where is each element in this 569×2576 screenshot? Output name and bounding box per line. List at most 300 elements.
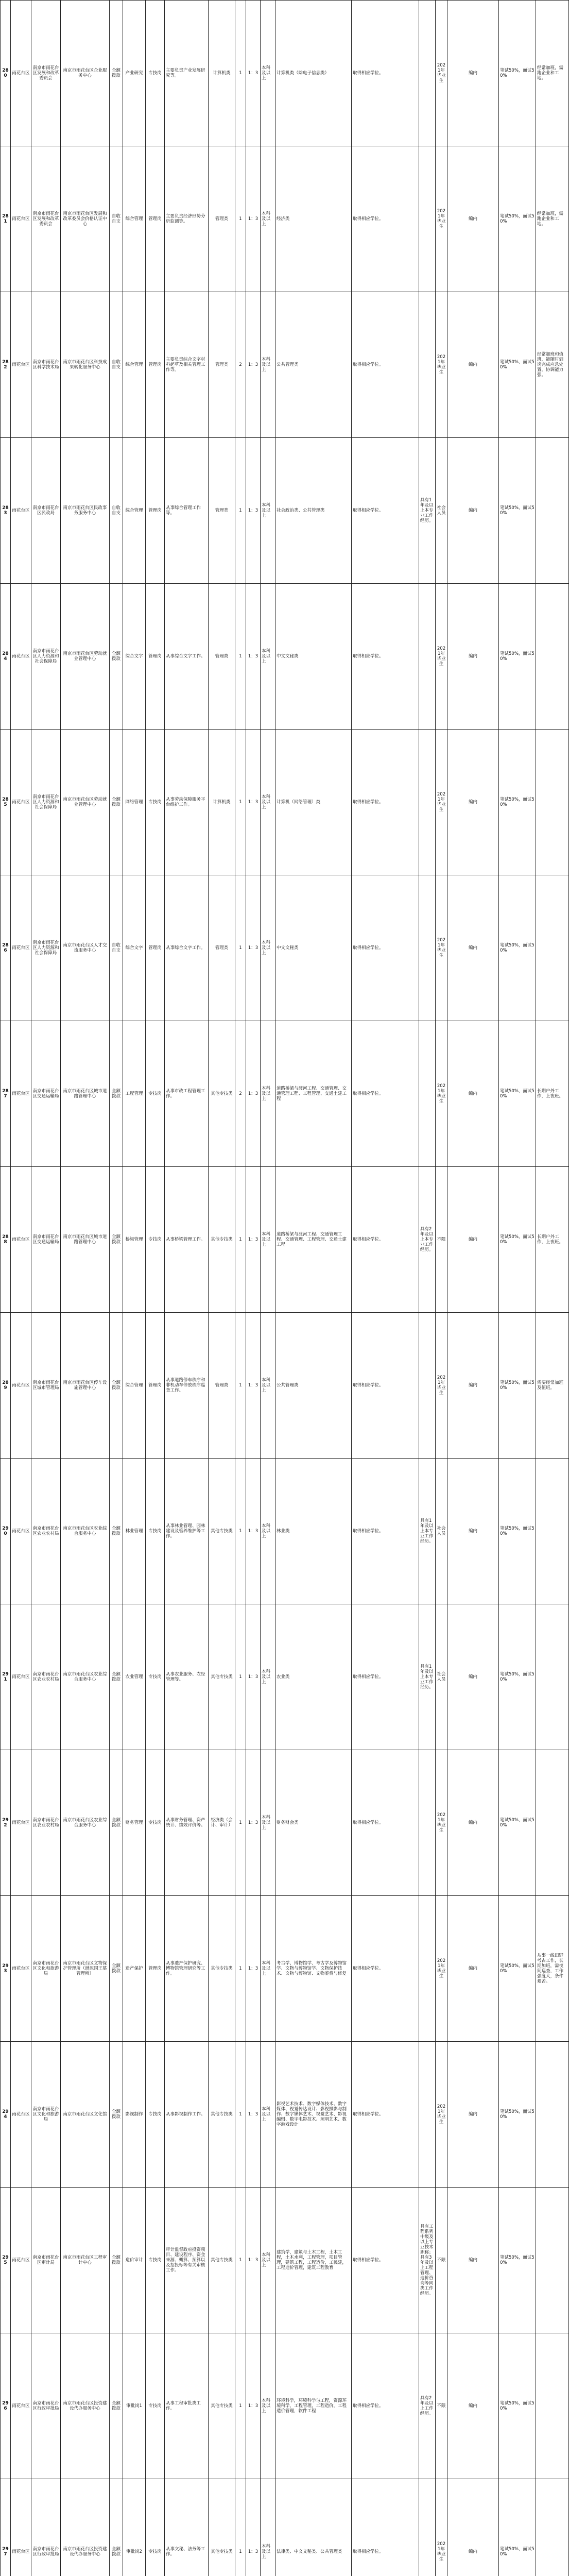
count-cell: 1 xyxy=(235,2188,246,2333)
unit-cell: 南京市雨花台区文化馆 xyxy=(61,2042,110,2188)
remark-cell xyxy=(536,2479,569,2576)
other-requirement-cell: 具有2年及以上工作经历。 xyxy=(419,2333,436,2479)
district-cell: 雨花台区 xyxy=(11,1167,31,1313)
exam-ratio-cell: 笔试50%，面试50% xyxy=(499,2333,536,2479)
post-name-cell: 综合管理 xyxy=(123,146,146,292)
ratio-cell: 1：3 xyxy=(246,730,261,875)
count-cell: 1 xyxy=(235,1750,246,1896)
degree-cell: 取得相应学位。 xyxy=(352,1459,419,1604)
table-row xyxy=(1,875,569,1021)
description-cell: 从事市政工程管理工作。 xyxy=(165,1021,209,1167)
count-cell: 1 xyxy=(235,1459,246,1604)
funding-cell: 全额拨款 xyxy=(110,1459,123,1604)
other-requirement-cell: 具有1年及以上本专业工作经历。 xyxy=(419,438,436,584)
target-cell: 2021年毕业生 xyxy=(436,1021,447,1167)
other-requirement-cell: 具有工程系列中级及以上专业技术职称；具有3年及以上工程管理、造价咨询等同类工作经历。 xyxy=(419,2188,436,2333)
table-row xyxy=(1,1,569,146)
post-type-cell: 专技岗 xyxy=(146,2333,165,2479)
district-cell: 雨花台区 xyxy=(11,1313,31,1459)
degree-cell: 取得相应学位。 xyxy=(352,584,419,730)
funding-cell: 全额拨款 xyxy=(110,1,123,146)
staffing-cell: 编内 xyxy=(447,1604,499,1750)
ratio-cell: 1：3 xyxy=(246,1167,261,1313)
department-cell: 南京市雨花台区人力资源和社会保障局 xyxy=(31,875,61,1021)
other-requirement-cell: 具有1年及以上本专业工作经历。 xyxy=(419,1459,436,1604)
ratio-cell: 1：3 xyxy=(246,146,261,292)
education-cell: 本科及以上 xyxy=(261,730,275,875)
target-cell: 2021年毕业生 xyxy=(436,875,447,1021)
description-cell: 从事财务管理、资产统计、绩效评价等。 xyxy=(165,1750,209,1896)
table-row xyxy=(1,292,569,438)
post-name-cell: 遗产保护 xyxy=(123,1896,146,2042)
post-type-cell: 管理岗 xyxy=(146,292,165,438)
remark-cell xyxy=(536,1750,569,1896)
category-cell: 其他专技类 xyxy=(209,1604,235,1750)
exam-ratio-cell: 笔试50%，面试50% xyxy=(499,875,536,1021)
district-cell: 雨花台区 xyxy=(11,584,31,730)
count-cell: 1 xyxy=(235,438,246,584)
ratio-cell: 1：3 xyxy=(246,1,261,146)
major-cell: 林业类 xyxy=(275,1459,352,1604)
district-cell: 雨花台区 xyxy=(11,1459,31,1604)
degree-cell: 取得相应学位。 xyxy=(352,146,419,292)
degree-cell: 取得相应学位。 xyxy=(352,2042,419,2188)
unit-cell: 南京市雨花台区停车设施管理中心 xyxy=(61,1313,110,1459)
exam-ratio-cell: 笔试50%，面试50% xyxy=(499,2042,536,2188)
district-cell: 雨花台区 xyxy=(11,1,31,146)
post-type-cell: 专技岗 xyxy=(146,1167,165,1313)
education-cell: 本科及以上 xyxy=(261,1313,275,1459)
target-cell: 2021年毕业生 xyxy=(436,1313,447,1459)
education-cell: 本科及以上 xyxy=(261,292,275,438)
other-requirement-cell xyxy=(419,584,436,730)
post-type-cell: 专技岗 xyxy=(146,1604,165,1750)
post-type-cell: 专技岗 xyxy=(146,730,165,875)
post-name-cell: 产业研究 xyxy=(123,1,146,146)
major-cell: 经济类 xyxy=(275,146,352,292)
table-row xyxy=(1,2042,569,2188)
row-number: 290 xyxy=(1,1459,11,1604)
exam-ratio-cell: 笔试50%，面试50% xyxy=(499,730,536,875)
department-cell: 南京市雨花台区科学技术局 xyxy=(31,292,61,438)
table-body xyxy=(1,1,569,2576)
post-type-cell: 管理岗 xyxy=(146,1313,165,1459)
table-row xyxy=(1,2479,569,2576)
ratio-cell: 1：3 xyxy=(246,292,261,438)
category-cell: 计算机类 xyxy=(209,730,235,875)
major-cell: 中文文秘类 xyxy=(275,584,352,730)
count-cell: 1 xyxy=(235,2042,246,2188)
department-cell: 南京市雨花台区文化和旅游局 xyxy=(31,1896,61,2042)
district-cell: 雨花台区 xyxy=(11,875,31,1021)
funding-cell: 全额拨款 xyxy=(110,1021,123,1167)
major-cell: 道路桥梁与渡河工程、交通管理、交通管理工程、工程管理、交通土建工程 xyxy=(275,1021,352,1167)
count-cell: 1 xyxy=(235,584,246,730)
exam-ratio-cell: 笔试50%，面试50% xyxy=(499,2188,536,2333)
row-number: 288 xyxy=(1,1167,11,1313)
education-cell: 本科及以上 xyxy=(261,1896,275,2042)
exam-ratio-cell: 笔试50%，面试50% xyxy=(499,2479,536,2576)
count-cell: 1 xyxy=(235,1167,246,1313)
staffing-cell: 编内 xyxy=(447,146,499,292)
ratio-cell: 1：3 xyxy=(246,1750,261,1896)
exam-ratio-cell: 笔试50%，面试50% xyxy=(499,584,536,730)
description-cell: 从事道路停车秩序和非机动车停放秩序巡查工作。 xyxy=(165,1313,209,1459)
target-cell: 社会人员 xyxy=(436,1604,447,1750)
remark-cell: 长期户外工作，上夜班。 xyxy=(536,1167,569,1313)
category-cell: 管理类 xyxy=(209,584,235,730)
post-name-cell: 影视制作 xyxy=(123,2042,146,2188)
department-cell: 南京市雨花台区发展和改革委员会 xyxy=(31,1,61,146)
category-cell: 管理类 xyxy=(209,875,235,1021)
degree-cell: 取得相应学位。 xyxy=(352,1021,419,1167)
post-name-cell: 综合管理 xyxy=(123,292,146,438)
district-cell: 雨花台区 xyxy=(11,2479,31,2576)
education-cell: 本科及以上 xyxy=(261,438,275,584)
remark-cell xyxy=(536,2188,569,2333)
row-number: 281 xyxy=(1,146,11,292)
major-cell: 计算机（网络管理）类 xyxy=(275,730,352,875)
remark-cell xyxy=(536,875,569,1021)
funding-cell: 自收自支 xyxy=(110,146,123,292)
funding-cell: 全额拨款 xyxy=(110,1313,123,1459)
department-cell: 南京市雨花台区审计局 xyxy=(31,2188,61,2333)
major-cell: 计算机类（除电子信息类） xyxy=(275,1,352,146)
exam-ratio-cell: 笔试50%，面试50% xyxy=(499,146,536,292)
post-type-cell: 专技岗 xyxy=(146,2188,165,2333)
category-cell: 其他专技类 xyxy=(209,2333,235,2479)
post-name-cell: 工程管理 xyxy=(123,1021,146,1167)
staffing-cell: 编内 xyxy=(447,438,499,584)
post-name-cell: 桥梁管理 xyxy=(123,1167,146,1313)
staffing-cell: 编内 xyxy=(447,2479,499,2576)
table-row xyxy=(1,1604,569,1750)
district-cell: 雨花台区 xyxy=(11,1896,31,2042)
major-cell: 建筑学，建筑与土木工程，土木工程，土木水利，工程管理，项目管理，建筑工程，工程造价，工民建，工程造价管理，建筑工程教育 xyxy=(275,2188,352,2333)
post-type-cell: 管理岗 xyxy=(146,146,165,292)
other-requirement-cell xyxy=(419,2042,436,2188)
education-cell: 本科及以上 xyxy=(261,1459,275,1604)
other-requirement-cell xyxy=(419,1313,436,1459)
category-cell: 其他专技类 xyxy=(209,2042,235,2188)
department-cell: 南京市雨花台区农业农村局 xyxy=(31,1459,61,1604)
district-cell: 雨花台区 xyxy=(11,1750,31,1896)
district-cell: 雨花台区 xyxy=(11,2188,31,2333)
education-cell: 本科及以上 xyxy=(261,2333,275,2479)
remark-cell xyxy=(536,2333,569,2479)
row-number: 282 xyxy=(1,292,11,438)
remark-cell xyxy=(536,438,569,584)
row-number: 296 xyxy=(1,2333,11,2479)
remark-cell xyxy=(536,730,569,875)
department-cell: 南京市雨花台区城市管理局 xyxy=(31,1313,61,1459)
funding-cell: 自收自支 xyxy=(110,292,123,438)
degree-cell: 取得相应学位。 xyxy=(352,1896,419,2042)
target-cell: 2021年毕业生 xyxy=(436,1,447,146)
post-type-cell: 管理岗 xyxy=(146,1896,165,2042)
degree-cell: 取得相应学位。 xyxy=(352,438,419,584)
post-type-cell: 管理岗 xyxy=(146,875,165,1021)
unit-cell: 南京市雨花台区投资建设代办服务中心 xyxy=(61,2479,110,2576)
table-row xyxy=(1,438,569,584)
other-requirement-cell xyxy=(419,292,436,438)
staffing-cell: 编内 xyxy=(447,1167,499,1313)
ratio-cell: 1：3 xyxy=(246,2479,261,2576)
degree-cell: 取得相应学位。 xyxy=(352,1,419,146)
description-cell: 主要负责综合文字材料起草及相关管理工作等。 xyxy=(165,292,209,438)
degree-cell: 取得相应学位。 xyxy=(352,730,419,875)
table-row xyxy=(1,1167,569,1313)
category-cell: 其他专技类 xyxy=(209,1459,235,1604)
funding-cell: 全额拨款 xyxy=(110,2042,123,2188)
remark-cell: 需要经常加班及值班。 xyxy=(536,1313,569,1459)
target-cell: 不限 xyxy=(436,2333,447,2479)
table-row xyxy=(1,1896,569,2042)
unit-cell: 南京市雨花台区农业综合服务中心 xyxy=(61,1750,110,1896)
other-requirement-cell xyxy=(419,1021,436,1167)
category-cell: 计算机类 xyxy=(209,1,235,146)
post-type-cell: 专技岗 xyxy=(146,1021,165,1167)
department-cell: 南京市雨花台区交通运输局 xyxy=(31,1021,61,1167)
staffing-cell: 编内 xyxy=(447,2188,499,2333)
major-cell: 财务财会类 xyxy=(275,1750,352,1896)
remark-cell: 经常加班，需跑企业和工地。 xyxy=(536,1,569,146)
education-cell: 本科及以上 xyxy=(261,2479,275,2576)
count-cell: 1 xyxy=(235,875,246,1021)
major-cell: 影视艺术技术、数字媒体技术、数字媒体、视觉传达设计、影视摄影与制作、数字媒体艺术、视觉艺术、影视编辑、数字电影技术、照明艺术、数字游戏设计 xyxy=(275,2042,352,2188)
district-cell: 雨花台区 xyxy=(11,1604,31,1750)
post-name-cell: 综合管理 xyxy=(123,438,146,584)
count-cell: 1 xyxy=(235,2333,246,2479)
remark-cell xyxy=(536,1459,569,1604)
category-cell: 管理类 xyxy=(209,438,235,584)
unit-cell: 南京市雨花台区企业服务中心 xyxy=(61,1,110,146)
exam-ratio-cell: 笔试50%，面试50% xyxy=(499,1896,536,2042)
other-requirement-cell xyxy=(419,1750,436,1896)
target-cell: 不限 xyxy=(436,2188,447,2333)
other-requirement-cell: 具有2年及以上本专业工作经历。 xyxy=(419,1167,436,1313)
table-row xyxy=(1,2188,569,2333)
department-cell: 南京市雨花台区农业农村局 xyxy=(31,1604,61,1750)
description-cell: 从事农业服务、农经管理等。 xyxy=(165,1604,209,1750)
ratio-cell: 1：3 xyxy=(246,1896,261,2042)
table-row xyxy=(1,1750,569,1896)
major-cell: 公共管理类 xyxy=(275,292,352,438)
district-cell: 雨花台区 xyxy=(11,730,31,875)
other-requirement-cell xyxy=(419,875,436,1021)
category-cell: 其他专技类 xyxy=(209,1167,235,1313)
other-requirement-cell xyxy=(419,2479,436,2576)
row-number: 292 xyxy=(1,1750,11,1896)
unit-cell: 南京市雨花台区民政事务服务中心 xyxy=(61,438,110,584)
education-cell: 本科及以上 xyxy=(261,1021,275,1167)
funding-cell: 全额拨款 xyxy=(110,2188,123,2333)
degree-cell: 取得相应学位。 xyxy=(352,2479,419,2576)
staffing-cell: 编内 xyxy=(447,584,499,730)
unit-cell: 南京市雨花台区城市道路管理中心 xyxy=(61,1167,110,1313)
row-number: 294 xyxy=(1,2042,11,2188)
degree-cell: 取得相应学位。 xyxy=(352,2333,419,2479)
education-cell: 本科及以上 xyxy=(261,584,275,730)
post-name-cell: 网络管理 xyxy=(123,730,146,875)
post-name-cell: 综合文字 xyxy=(123,875,146,1021)
ratio-cell: 1：3 xyxy=(246,2188,261,2333)
exam-ratio-cell: 笔试50%，面试50% xyxy=(499,292,536,438)
funding-cell: 自收自支 xyxy=(110,438,123,584)
major-cell: 农业类 xyxy=(275,1604,352,1750)
post-type-cell: 专技岗 xyxy=(146,2042,165,2188)
category-cell: 其他专技类 xyxy=(209,1021,235,1167)
count-cell: 1 xyxy=(235,730,246,875)
category-cell: 管理类 xyxy=(209,292,235,438)
education-cell: 本科及以上 xyxy=(261,146,275,292)
exam-ratio-cell: 笔试50%，面试50% xyxy=(499,1459,536,1604)
remark-cell: 经常加班，需跑企业和工地。 xyxy=(536,146,569,292)
ratio-cell: 1：3 xyxy=(246,584,261,730)
count-cell: 1 xyxy=(235,146,246,292)
exam-ratio-cell: 笔试50%，面试50% xyxy=(499,1021,536,1167)
count-cell: 1 xyxy=(235,2479,246,2576)
ratio-cell: 1：3 xyxy=(246,875,261,1021)
unit-cell: 南京市雨花台区投资建设代办服务中心 xyxy=(61,2333,110,2479)
category-cell: 管理类 xyxy=(209,146,235,292)
unit-cell: 南京市雨花台区人才交流服务中心 xyxy=(61,875,110,1021)
description-cell: 从事林业管理、园林建设及管养维护等工作。 xyxy=(165,1459,209,1604)
major-cell: 法律类、中文文秘类、公共管理类 xyxy=(275,2479,352,2576)
staffing-cell: 编内 xyxy=(447,1896,499,2042)
description-cell: 主要负责产业发展研究等。 xyxy=(165,1,209,146)
post-type-cell: 管理岗 xyxy=(146,584,165,730)
post-type-cell: 管理岗 xyxy=(146,438,165,584)
district-cell: 雨花台区 xyxy=(11,2042,31,2188)
count-cell: 1 xyxy=(235,1604,246,1750)
row-number: 283 xyxy=(1,438,11,584)
district-cell: 雨花台区 xyxy=(11,438,31,584)
post-name-cell: 审批岗2 xyxy=(123,2479,146,2576)
staffing-cell: 编内 xyxy=(447,1459,499,1604)
row-number: 295 xyxy=(1,2188,11,2333)
department-cell: 南京市雨花台区交通运输局 xyxy=(31,1167,61,1313)
category-cell: 其他专技类 xyxy=(209,2188,235,2333)
district-cell: 雨花台区 xyxy=(11,1021,31,1167)
other-requirement-cell xyxy=(419,730,436,875)
description-cell: 从事综合管理工作等。 xyxy=(165,438,209,584)
remark-cell: 经常加班和值班，能随时到岗完成应急处置，协调能力强。 xyxy=(536,292,569,438)
degree-cell: 取得相应学位。 xyxy=(352,1750,419,1896)
count-cell: 1 xyxy=(235,1,246,146)
unit-cell: 南京市雨花台区劳动就业管理中心 xyxy=(61,584,110,730)
department-cell: 南京市雨花台区人力资源和社会保障局 xyxy=(31,584,61,730)
post-name-cell: 财务管理 xyxy=(123,1750,146,1896)
other-requirement-cell xyxy=(419,1,436,146)
post-name-cell: 林业管理 xyxy=(123,1459,146,1604)
table-row xyxy=(1,1459,569,1604)
staffing-cell: 编内 xyxy=(447,1,499,146)
description-cell: 从事文秘、法务等工作。 xyxy=(165,2479,209,2576)
staffing-cell: 编内 xyxy=(447,2042,499,2188)
remark-cell xyxy=(536,2042,569,2188)
district-cell: 雨花台区 xyxy=(11,146,31,292)
department-cell: 南京市雨花台区行政审批局 xyxy=(31,2333,61,2479)
degree-cell: 取得相应学位。 xyxy=(352,1167,419,1313)
post-name-cell: 审批岗1 xyxy=(123,2333,146,2479)
staffing-cell: 编内 xyxy=(447,292,499,438)
funding-cell: 全额拨款 xyxy=(110,2333,123,2479)
target-cell: 2021年毕业生 xyxy=(436,1750,447,1896)
row-number: 285 xyxy=(1,730,11,875)
education-cell: 本科及以上 xyxy=(261,2188,275,2333)
funding-cell: 全额拨款 xyxy=(110,1604,123,1750)
description-cell: 审计监督政府投资项目、建设程序、资金来源、概算、预算以及招投标等有关审核工作。 xyxy=(165,2188,209,2333)
department-cell: 南京市雨花台区行政审批局 xyxy=(31,2479,61,2576)
exam-ratio-cell: 笔试50%，面试50% xyxy=(499,1167,536,1313)
post-type-cell: 专技岗 xyxy=(146,1750,165,1896)
major-cell: 考古学、博物馆学、考古学及博物馆学、文物与博物馆学、文物保护技术、文物与博物馆、文物鉴赏与修复 xyxy=(275,1896,352,2042)
district-cell: 雨花台区 xyxy=(11,292,31,438)
table-row xyxy=(1,1021,569,1167)
ratio-cell: 1：3 xyxy=(246,1604,261,1750)
target-cell: 2021年毕业生 xyxy=(436,292,447,438)
ratio-cell: 1：3 xyxy=(246,1459,261,1604)
description-cell: 从事桥梁管理工作。 xyxy=(165,1167,209,1313)
target-cell: 2021年毕业生 xyxy=(436,2479,447,2576)
table-row xyxy=(1,584,569,730)
exam-ratio-cell: 笔试50%，面试50% xyxy=(499,1313,536,1459)
department-cell: 南京市雨花台区文化和旅游局 xyxy=(31,2042,61,2188)
category-cell: 其他专技类 xyxy=(209,2479,235,2576)
unit-cell: 南京市雨花台区科技成果转化服务中心 xyxy=(61,292,110,438)
count-cell: 2 xyxy=(235,292,246,438)
major-cell: 道路桥梁与渡河工程、交通管理工程、交通管理、工程管理、交通土建工程 xyxy=(275,1167,352,1313)
ratio-cell: 1：3 xyxy=(246,2333,261,2479)
staffing-cell: 编内 xyxy=(447,2333,499,2479)
staffing-cell: 编内 xyxy=(447,875,499,1021)
exam-ratio-cell: 笔试50%，面试50% xyxy=(499,1604,536,1750)
exam-ratio-cell: 笔试50%，面试50% xyxy=(499,1750,536,1896)
ratio-cell: 1：3 xyxy=(246,2042,261,2188)
post-type-cell: 专技岗 xyxy=(146,1459,165,1604)
unit-cell: 南京市雨花台区农业综合服务中心 xyxy=(61,1604,110,1750)
education-cell: 本科及以上 xyxy=(261,1750,275,1896)
remark-cell: 从事一线田野考古工作，长期加班，需夜间巡查，工作强度大，条件艰苦。 xyxy=(536,1896,569,2042)
funding-cell: 全额拨款 xyxy=(110,2479,123,2576)
category-cell: 经济类（会计、审计） xyxy=(209,1750,235,1896)
major-cell: 中文文秘类 xyxy=(275,875,352,1021)
unit-cell: 南京市雨花台区劳动就业管理中心 xyxy=(61,730,110,875)
exam-ratio-cell: 笔试50%，面试50% xyxy=(499,1,536,146)
unit-cell: 南京市雨花台区工程审计中心 xyxy=(61,2188,110,2333)
row-number: 293 xyxy=(1,1896,11,2042)
description-cell: 从事综合文字工作。 xyxy=(165,875,209,1021)
unit-cell: 南京市雨花台区城市道路管理中心 xyxy=(61,1021,110,1167)
post-type-cell: 专技岗 xyxy=(146,2479,165,2576)
table-row xyxy=(1,1313,569,1459)
funding-cell: 全额拨款 xyxy=(110,1896,123,2042)
post-name-cell: 综合文字 xyxy=(123,584,146,730)
funding-cell: 全额拨款 xyxy=(110,1750,123,1896)
other-requirement-cell xyxy=(419,1896,436,2042)
description-cell: 从事影视制作工作。 xyxy=(165,2042,209,2188)
degree-cell: 取得相应学位。 xyxy=(352,1313,419,1459)
ratio-cell: 1：3 xyxy=(246,1313,261,1459)
funding-cell: 自收自支 xyxy=(110,875,123,1021)
target-cell: 不限 xyxy=(436,1167,447,1313)
department-cell: 南京市雨花台区人力资源和社会保障局 xyxy=(31,730,61,875)
district-cell: 雨花台区 xyxy=(11,2333,31,2479)
remark-cell xyxy=(536,1604,569,1750)
table-row xyxy=(1,2333,569,2479)
funding-cell: 全额拨款 xyxy=(110,1167,123,1313)
